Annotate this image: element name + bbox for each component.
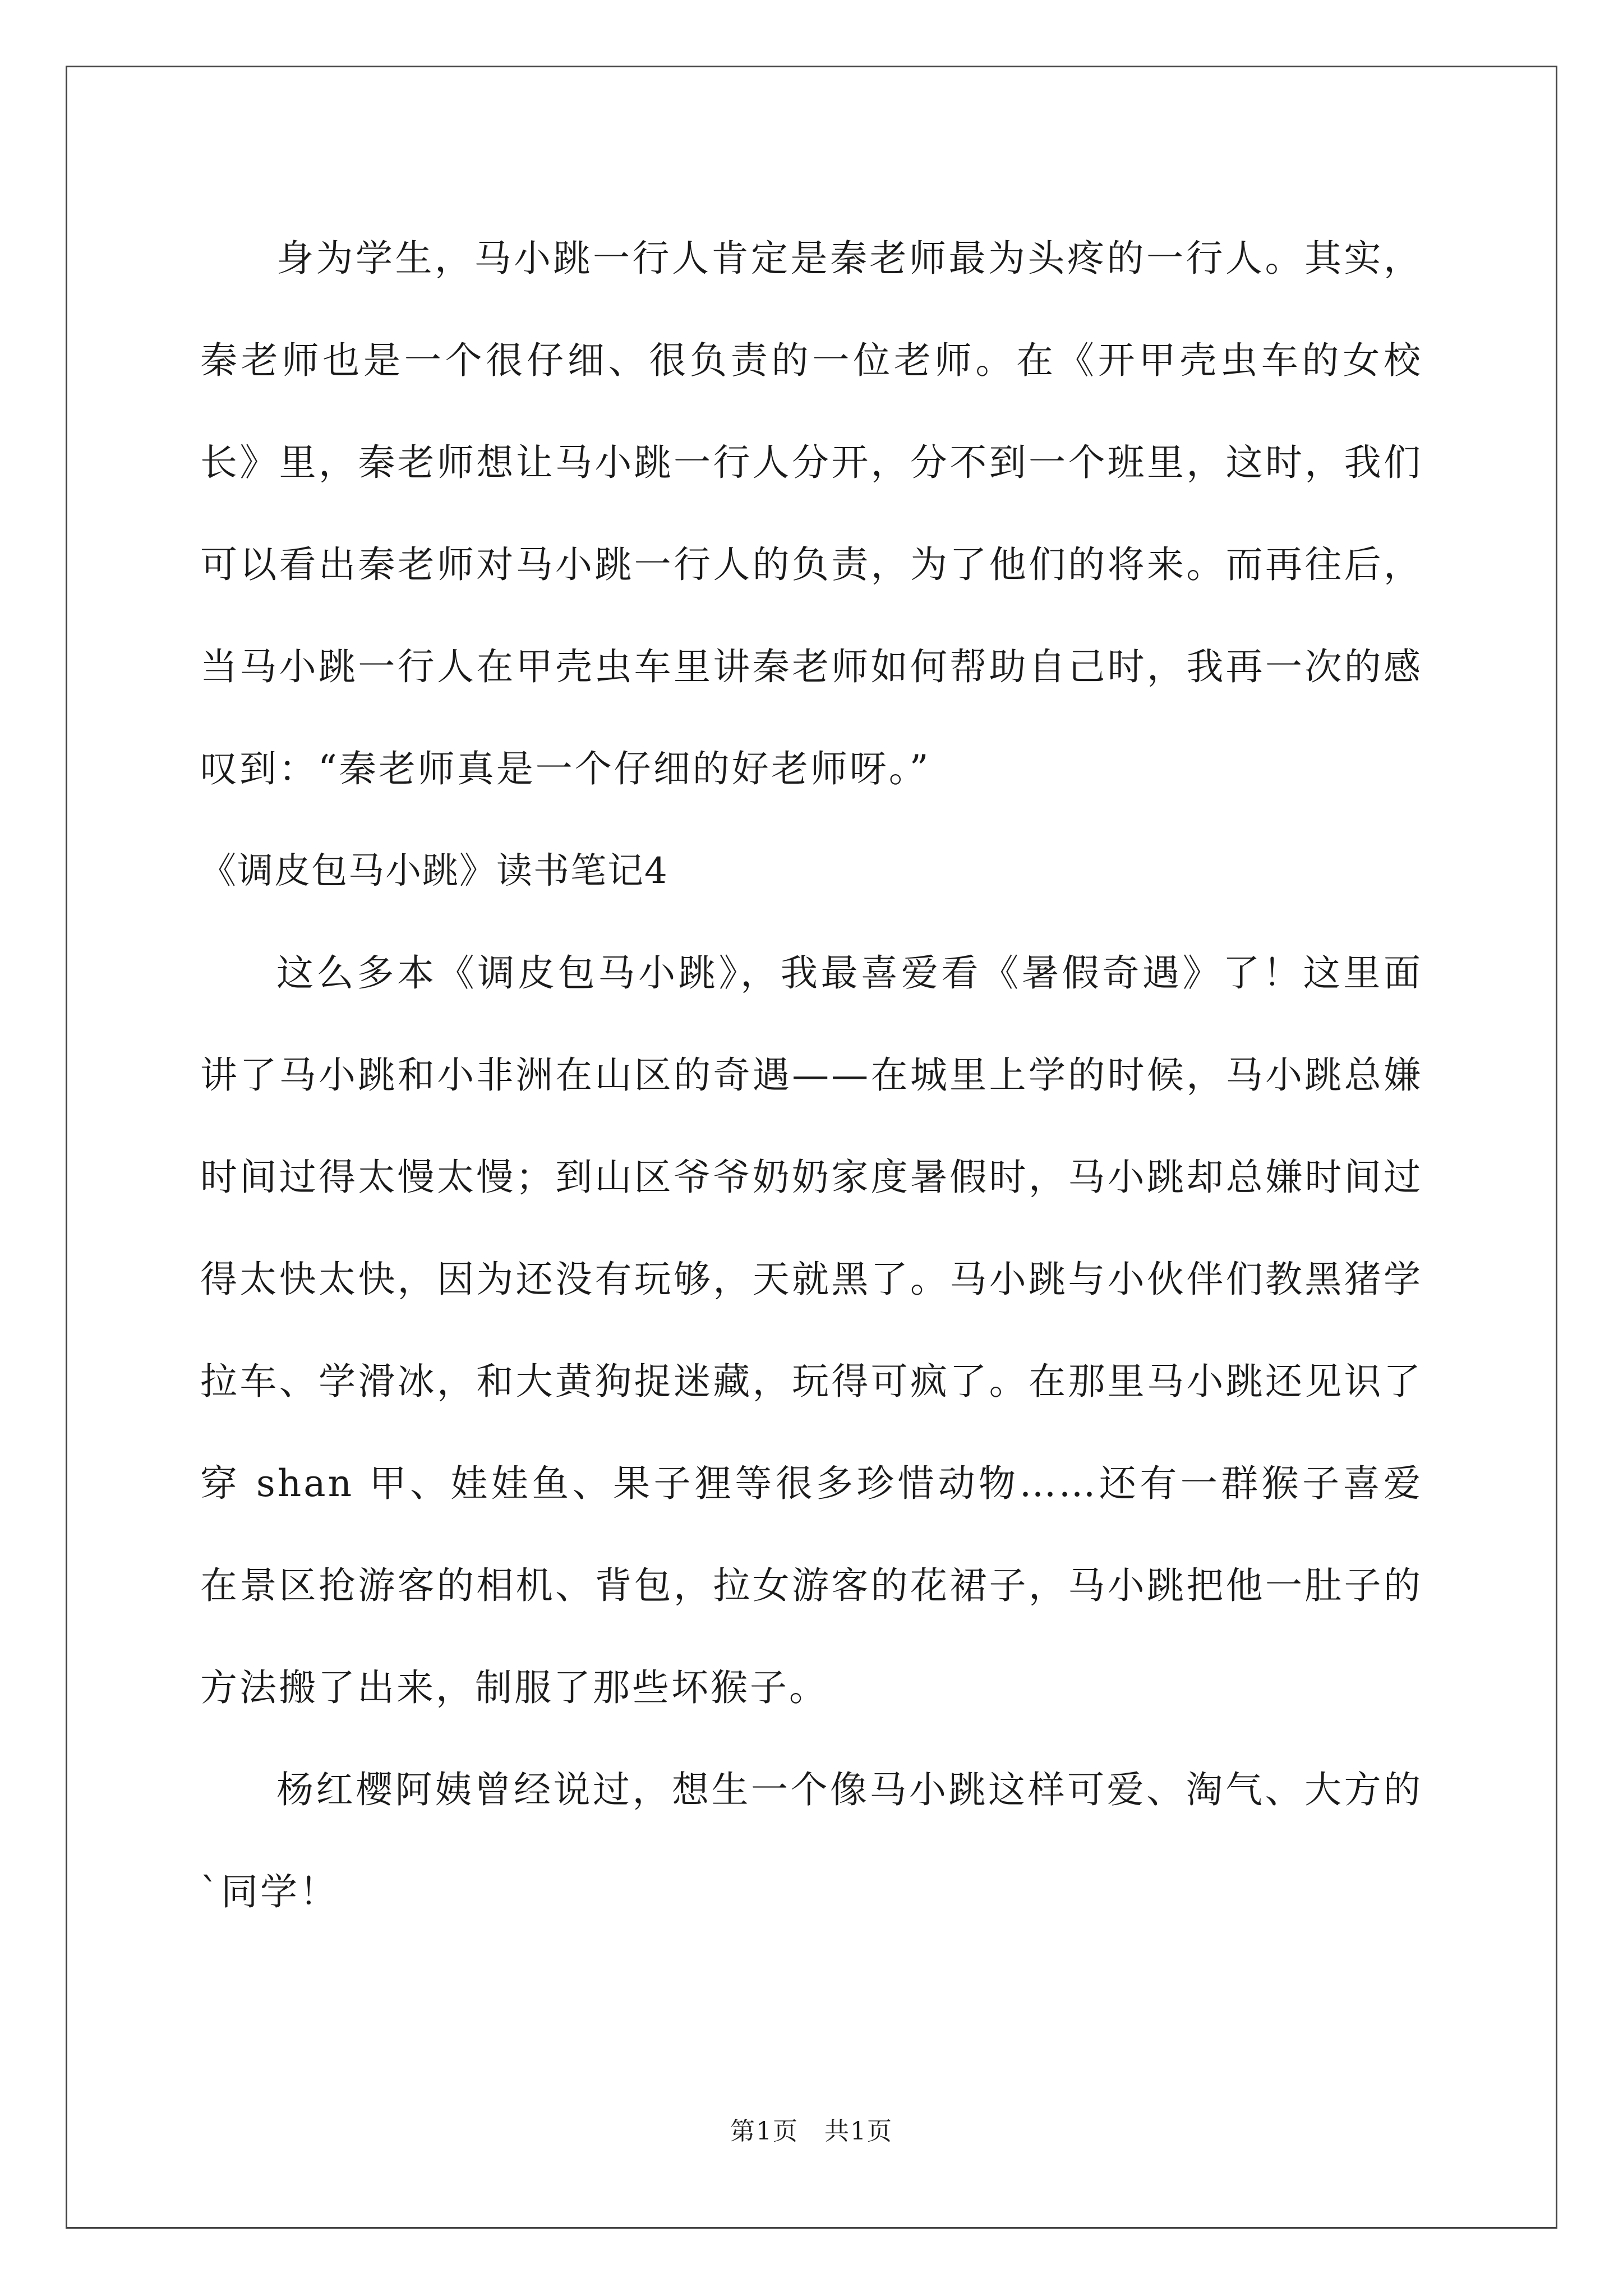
document-body — [200, 208, 1423, 1943]
paragraph-qin-teacher: 身为学生，马小跳一行人肯定是秦老师最为头疼的一行人。其实，秦老师也是一个很仔细、很负责的一位老师。在《开甲壳虫车的女校长》里，秦老师想让马小跳一行人分开，分不到一个班里，这时，我们可以看出秦老师对马小跳一行人的负责，为了他们的将来。而再往后，当马小跳一行人在甲壳虫车里讲秦老师如何帮助自己时，我再一次的感叹到：“秦老师真是一个仔细的好老师呀。” — [200, 237, 1423, 790]
section-heading: 《调皮包马小跳》读书笔记4 — [200, 850, 668, 892]
paragraph-yang-hongying: 杨红樱阿姨曾经说过，想生一个像马小跳这样可爱、淘气、大方的`同学！ — [200, 1768, 1423, 1913]
page-footer: 第1页 共1页 — [730, 2117, 893, 2146]
paragraph-summer-adventure: 这么多本《调皮包马小跳》，我最喜爱看《暑假奇遇》了！这里面讲了马小跳和小非洲在山区的奇遇——在城里上学的时候，马小跳总嫌时间过得太慢太慢；到山区爷爷奶奶家度暑假时，马小跳却总嫌时间过得太快太快，因为还没有玩够，天就黑了。马小跳与小伙伴们教黑猪学拉车、学滑冰，和大黄狗捉迷藏，玩得可疯了。在那里马小跳还见识了穿 shan 甲、娃娃鱼、果子狸等很多珍惜动物……还有一群猴子喜爱在景区抢游客的相机、背包，拉女游客的花裙子，马小跳把他一肚子的方法搬了出来，制服了那些坏猴子。 — [200, 951, 1423, 1709]
